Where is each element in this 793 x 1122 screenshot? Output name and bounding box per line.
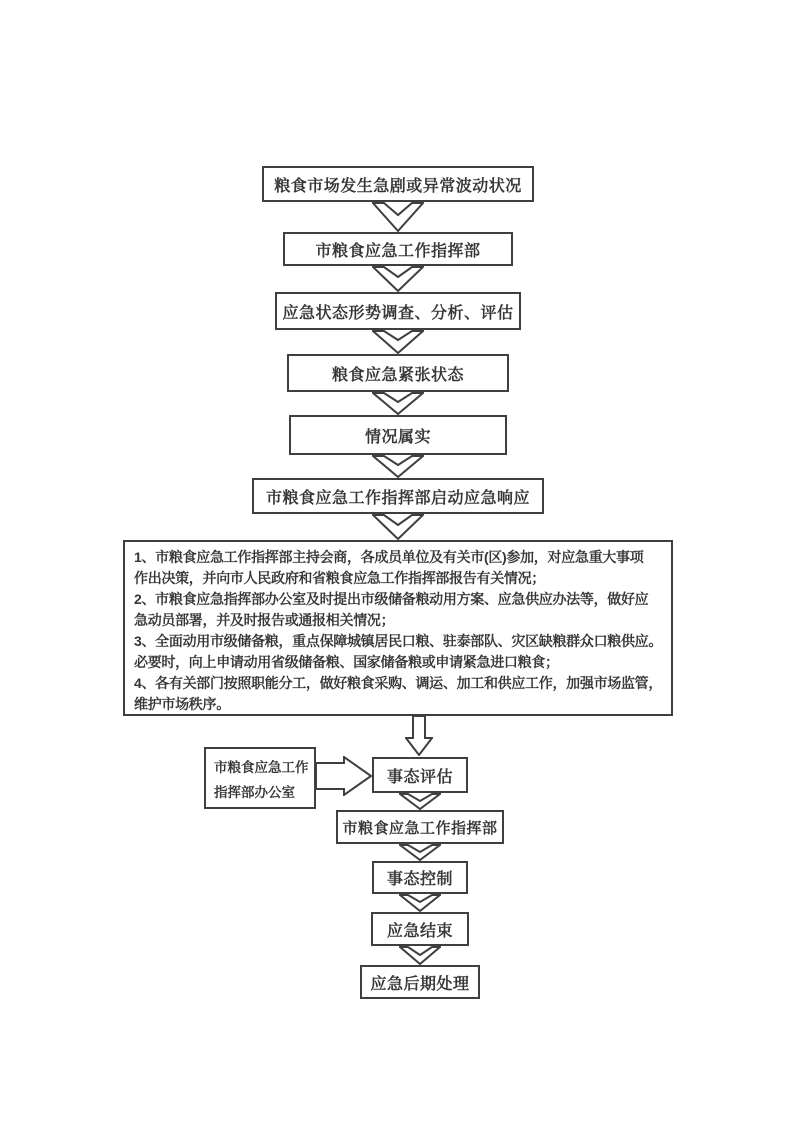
- down-chevron-arrow-icon: [399, 844, 441, 861]
- down-chevron-arrow-icon: [399, 894, 441, 912]
- directive-line: 4、各有关部门按照职能分工，做好粮食采购、调运、加工和供应工作，加强市场监管，: [134, 675, 663, 691]
- down-chevron-arrow-icon: [399, 946, 441, 965]
- directive-line: 维护市场秩序。: [134, 696, 230, 712]
- flow-box-emergency-headquarters: 市粮食应急工作指挥部: [283, 232, 513, 266]
- directive-line: 急动员部署，并及时报告或通报相关情况；: [134, 612, 395, 628]
- flow-box-situation-confirmed: 情况属实: [289, 415, 507, 455]
- directive-line: 必要时，向上申请动用省级储备粮、国家储备粮或申请紧急进口粮食；: [134, 654, 559, 670]
- flow-box-grain-emergency-tension: 粮食应急紧张状态: [287, 354, 509, 392]
- right-arrow-icon: [315, 756, 373, 796]
- down-chevron-arrow-icon: [399, 793, 441, 810]
- flow-box-situation-investigation: 应急状态形势调查、分析、评估: [275, 292, 521, 330]
- directive-line: 1、市粮食应急工作指挥部主持会商，各成员单位及有关市(区)参加，对应急重大事项: [134, 549, 644, 565]
- down-chevron-arrow-icon: [372, 330, 424, 354]
- down-chevron-arrow-icon: [372, 202, 424, 232]
- flow-box-emergency-end: 应急结束: [371, 912, 469, 946]
- down-chevron-arrow-icon: [372, 266, 424, 292]
- flow-box-situation-assessment: 事态评估: [372, 757, 468, 793]
- side-box-line2: 指挥部办公室: [214, 785, 295, 800]
- directives-box: [123, 540, 673, 716]
- down-chevron-arrow-icon: [372, 392, 424, 415]
- flow-box-start-emergency-response: 市粮食应急工作指挥部启动应急响应: [252, 478, 544, 514]
- side-box-headquarters-office: [204, 747, 316, 809]
- directive-line: 3、全面动用市级储备粮，重点保障城镇居民口粮、驻泰部队、灾区缺粮群众口粮供应。: [134, 633, 663, 649]
- down-arrow-icon: [405, 716, 433, 756]
- flow-box-post-emergency-handling: 应急后期处理: [360, 965, 480, 999]
- flow-box-market-fluctuation: 粮食市场发生急剧或异常波动状况: [262, 166, 534, 202]
- flow-box-emergency-headquarters-2: 市粮食应急工作指挥部: [336, 810, 504, 844]
- flow-box-situation-control: 事态控制: [372, 861, 468, 894]
- directive-line: 2、市粮食应急指挥部办公室及时提出市级储备粮动用方案、应急供应办法等，做好应: [134, 591, 649, 607]
- side-box-line1: 市粮食应急工作: [214, 760, 309, 775]
- down-chevron-arrow-icon: [372, 514, 424, 540]
- down-chevron-arrow-icon: [372, 455, 424, 478]
- directive-line: 作出决策，并向市人民政府和省粮食应急工作指挥部报告有关情况；: [134, 570, 545, 586]
